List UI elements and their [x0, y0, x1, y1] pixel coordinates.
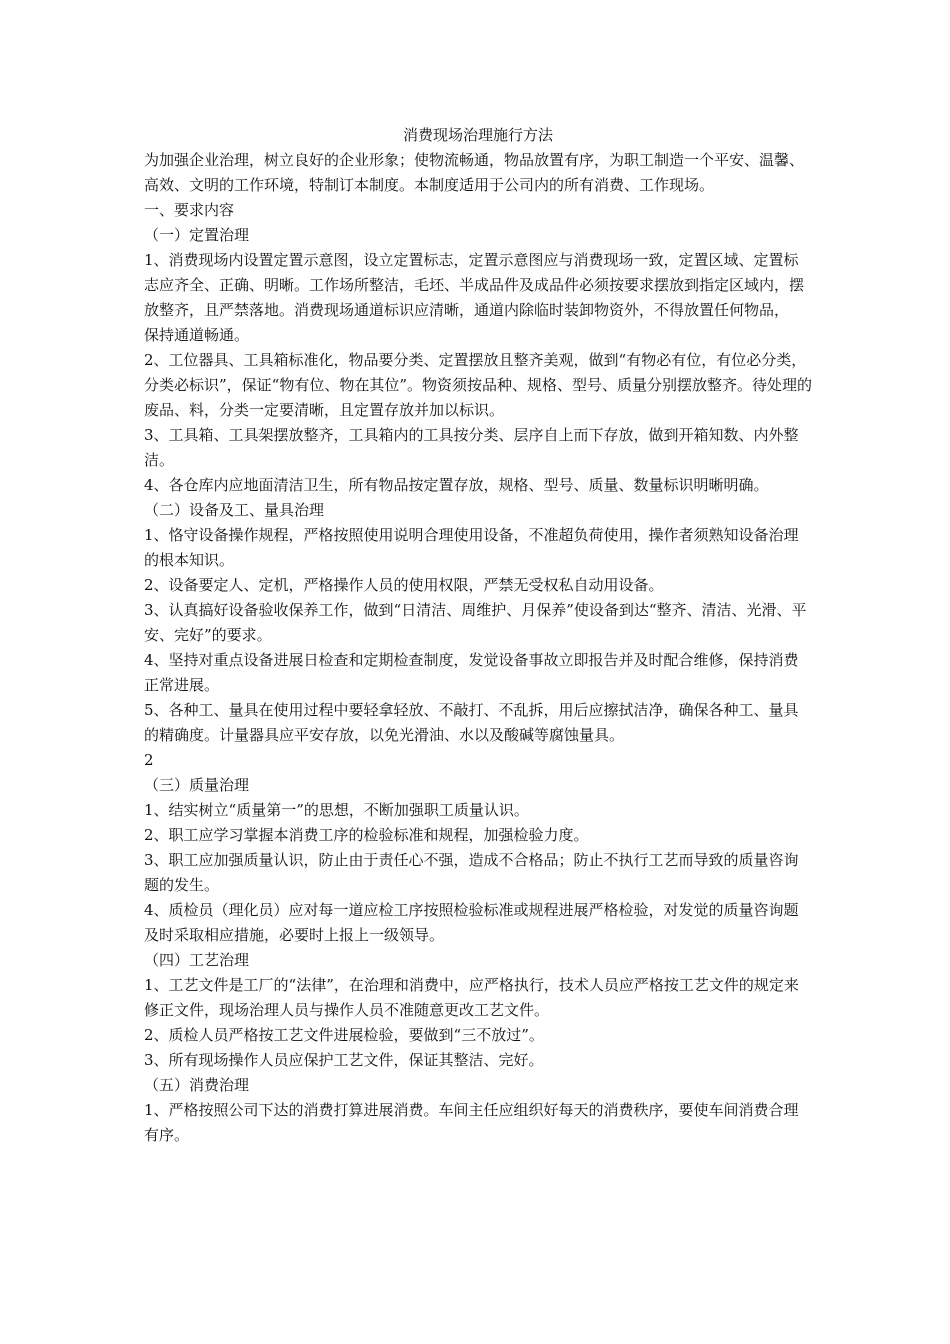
paragraph: 保持通道畅通。	[144, 326, 250, 344]
paragraph: 3、认真搞好设备验收保养工作，做到“日清洁、周维护、月保养”使设备到达“整齐、清洁、光滑、平安、完好”的要求。	[144, 601, 807, 644]
subsection-heading: （五）消费治理	[144, 1076, 250, 1094]
paragraph: 4、质检员（理化员）应对每一道应检工序按照检验标准或规程进展严格检验，对发觉的质量咨询题及时采取相应措施，必要时上报上一级领导。	[144, 901, 799, 944]
paragraph: 3、职工应加强质量认识，防止由于责任心不强，造成不合格品；防止不执行工艺而导致的质量咨询题的发生。	[144, 851, 799, 894]
subsection-heading: （一）定置治理	[144, 226, 250, 244]
paragraph: 3、工具箱、工具架摆放整齐，工具箱内的工具按分类、层序自上而下存放，做到开箱知数、内外整洁。	[144, 426, 799, 469]
page-number: 2	[144, 751, 154, 769]
paragraph: 2、质检人员严格按工艺文件进展检验，要做到“三不放过”。	[144, 1026, 544, 1044]
paragraph: 1、工艺文件是工厂的“法律”，在治理和消费中，应严格执行，技术人员应严格按工艺文件的规定来修正文件，现场治理人员与操作人员不准随意更改工艺文件。	[144, 976, 799, 1019]
paragraph: 2、职工应学习掌握本消费工序的检验标准和规程，加强检验力度。	[144, 826, 589, 844]
subsection-heading: （四）工艺治理	[144, 951, 250, 969]
paragraph: 4、各仓库内应地面清洁卫生，所有物品按定置存放，规格、型号、质量、数量标识明晰明确。	[144, 476, 769, 494]
paragraph: 1、严格按照公司下达的消费打算进展消费。车间主任应组织好每天的消费秩序，要使车间消费合理有序。	[144, 1101, 799, 1144]
subsection-heading: （二）设备及工、量具治理	[144, 501, 325, 519]
paragraph: 2、工位器具、工具箱标准化，物品要分类、定置摆放且整齐美观，做到“有物必有位，有位必分类，分类必标识”，保证“物有位、物在其位”。物资须按品种、规格、型号、质量分别摆放整齐。待处理的废品、料，分类一定要清晰，且定置存放并加以标识。	[144, 351, 813, 419]
section-heading: 一、要求内容	[144, 201, 235, 219]
paragraph: 2、设备要定人、定机，严格操作人员的使用权限，严禁无受权私自动用设备。	[144, 576, 664, 594]
paragraph: 4、坚持对重点设备进展日检查和定期检查制度，发觉设备事故立即报告并及时配合维修，保持消费正常进展。	[144, 651, 799, 694]
paragraph: 5、各种工、量具在使用过程中要轻拿轻放、不敲打、不乱拆，用后应擦拭洁净，确保各种工、量具的精确度。计量器具应平安存放，以免光滑油、水以及酸碱等腐蚀量具。	[144, 701, 799, 744]
paragraph: 1、结实树立“质量第一”的思想，不断加强职工质量认识。	[144, 801, 529, 819]
document-page	[144, 123, 812, 1148]
paragraph: 1、恪守设备操作规程，严格按照使用说明合理使用设备，不准超负荷使用，操作者须熟知设备治理的根本知识。	[144, 526, 799, 569]
subsection-heading: （三）质量治理	[144, 776, 250, 794]
paragraph: 1、消费现场内设置定置示意图，设立定置标志，定置示意图应与消费现场一致，定置区域、定置标志应齐全、正确、明晰。工作场所整洁，毛坯、半成品件及成品件必须按要求摆放到指定区域内，摆放整齐，且严禁落地。消费现场通道标识应清晰，通道内除临时装卸物资外，不得放置任何物品，	[144, 251, 805, 319]
paragraph: 3、所有现场操作人员应保护工艺文件，保证其整洁、完好。	[144, 1051, 544, 1069]
intro-paragraph: 为加强企业治理，树立良好的企业形象；使物流畅通，物品放置有序，为职工制造一个平安、温馨、高效、文明的工作环境，特制订本制度。本制度适用于公司内的所有消费、工作现场。	[144, 151, 805, 194]
document-title: 消费现场治理施行方法	[402, 126, 553, 144]
